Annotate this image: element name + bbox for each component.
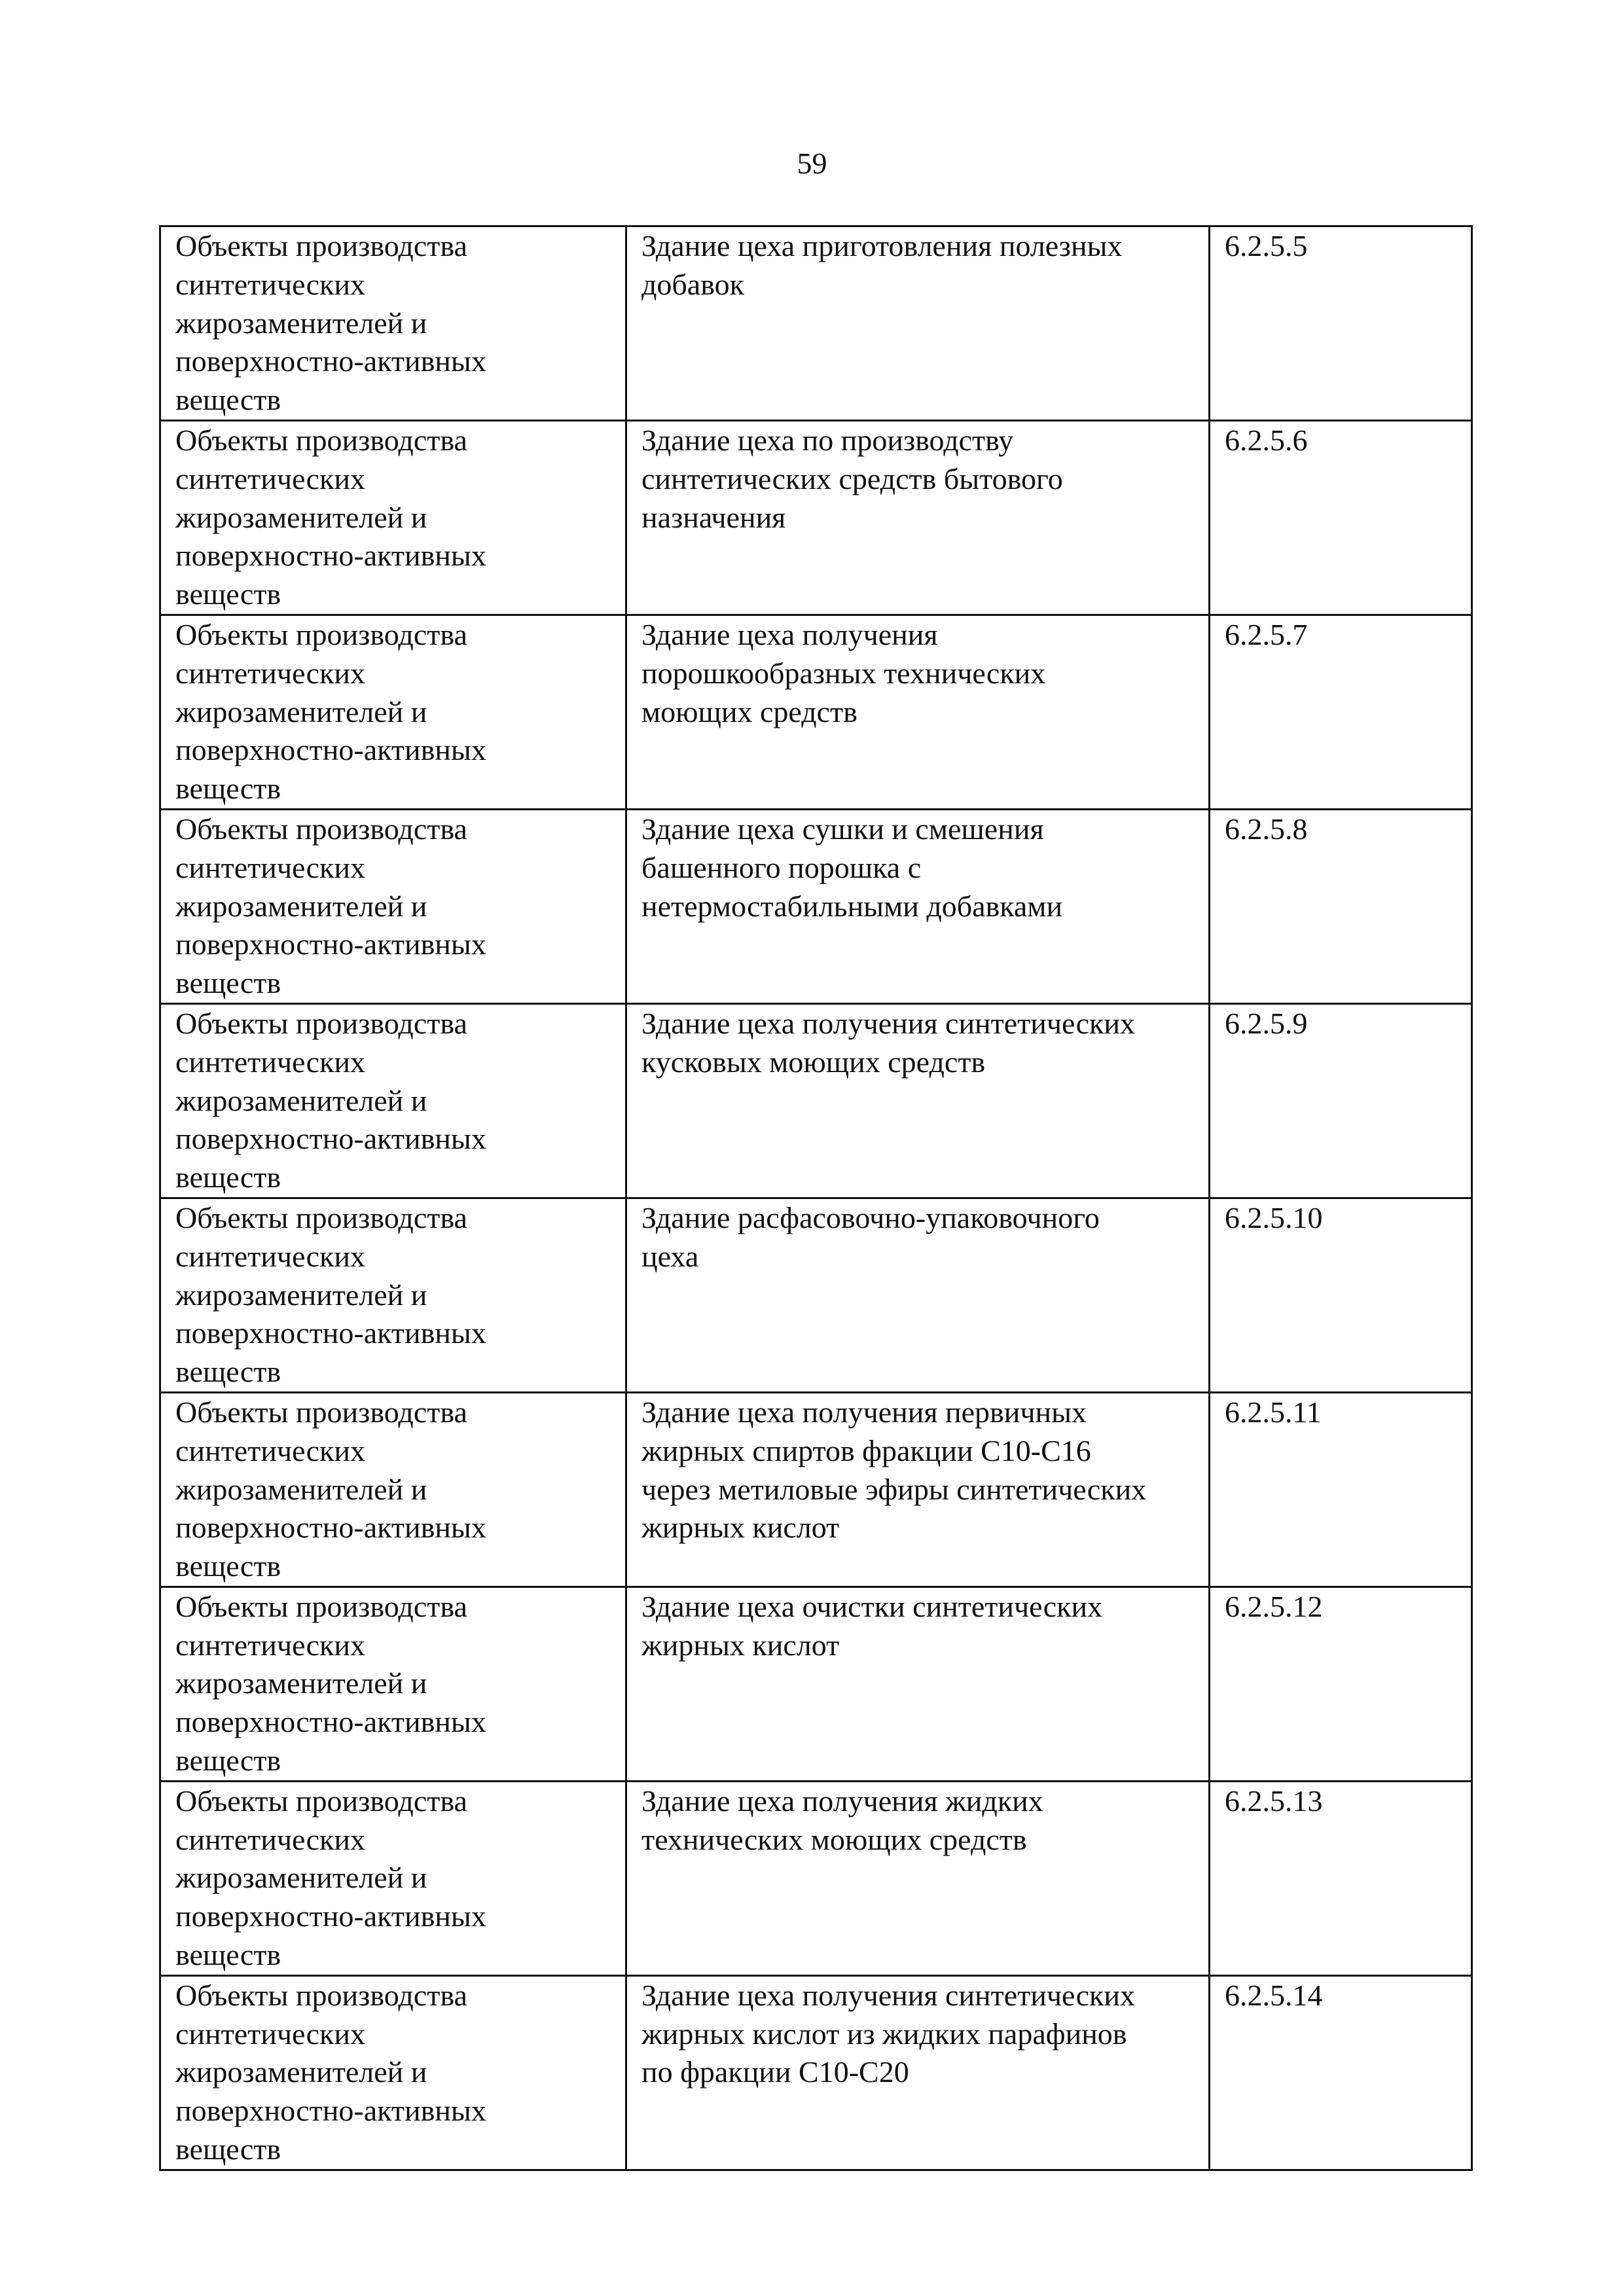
object-type-cell: Объекты производства синтетических жирозаменителей и поверхностно-активных веществ [160,615,626,809]
building-cell: Здание цеха сушки и смешения башенного порошка с нетермостабильными добавками [626,809,1210,1003]
table-row [160,1587,1472,1781]
table-row [160,615,1472,809]
object-type-cell: Объекты производства синтетических жирозаменителей и поверхностно-активных веществ [160,1392,626,1587]
code-cell: 6.2.5.14 [1210,1975,1472,2170]
building-cell: Здание цеха получения порошкообразных технических моющих средств [626,615,1210,809]
building-cell: Здание расфасовочно-упаковочного цеха [626,1198,1210,1392]
code-cell: 6.2.5.13 [1210,1781,1472,1975]
building-cell: Здание цеха получения синтетических кусковых моющих средств [626,1003,1210,1198]
code-cell: 6.2.5.9 [1210,1003,1472,1198]
object-type-cell: Объекты производства синтетических жирозаменителей и поверхностно-активных веществ [160,1781,626,1975]
table-row [160,1392,1472,1587]
building-cell: Здание цеха по производству синтетических средств бытового назначения [626,420,1210,615]
table-row [160,809,1472,1003]
table-row [160,1003,1472,1198]
table-row [160,1198,1472,1392]
object-type-cell: Объекты производства синтетических жирозаменителей и поверхностно-активных веществ [160,809,626,1003]
object-type-cell: Объекты производства синтетических жирозаменителей и поверхностно-активных веществ [160,1003,626,1198]
object-type-cell: Объекты производства синтетических жирозаменителей и поверхностно-активных веществ [160,1975,626,2170]
code-cell: 6.2.5.7 [1210,615,1472,809]
code-cell: 6.2.5.12 [1210,1587,1472,1781]
table-row [160,1781,1472,1975]
code-cell: 6.2.5.11 [1210,1392,1472,1587]
building-cell: Здание цеха получения жидких технических моющих средств [626,1781,1210,1975]
building-cell: Здание цеха очистки синтетических жирных кислот [626,1587,1210,1781]
code-cell: 6.2.5.5 [1210,226,1472,421]
table-row [160,1975,1472,2170]
object-type-cell: Объекты производства синтетических жирозаменителей и поверхностно-активных веществ [160,1198,626,1392]
classification-table [159,225,1473,2171]
table-row [160,226,1472,421]
object-type-cell: Объекты производства синтетических жирозаменителей и поверхностно-активных веществ [160,226,626,421]
object-type-cell: Объекты производства синтетических жирозаменителей и поверхностно-активных веществ [160,1587,626,1781]
building-cell: Здание цеха приготовления полезных добавок [626,226,1210,421]
building-cell: Здание цеха получения синтетических жирных кислот из жидких парафинов по фракции С10-С20 [626,1975,1210,2170]
table-row [160,420,1472,615]
code-cell: 6.2.5.6 [1210,420,1472,615]
object-type-cell: Объекты производства синтетических жирозаменителей и поверхностно-активных веществ [160,420,626,615]
building-cell: Здание цеха получения первичных жирных спиртов фракции С10-С16 через метиловые эфиры синтетических жирных кислот [626,1392,1210,1587]
page-number: 59 [797,147,827,180]
code-cell: 6.2.5.8 [1210,809,1472,1003]
code-cell: 6.2.5.10 [1210,1198,1472,1392]
